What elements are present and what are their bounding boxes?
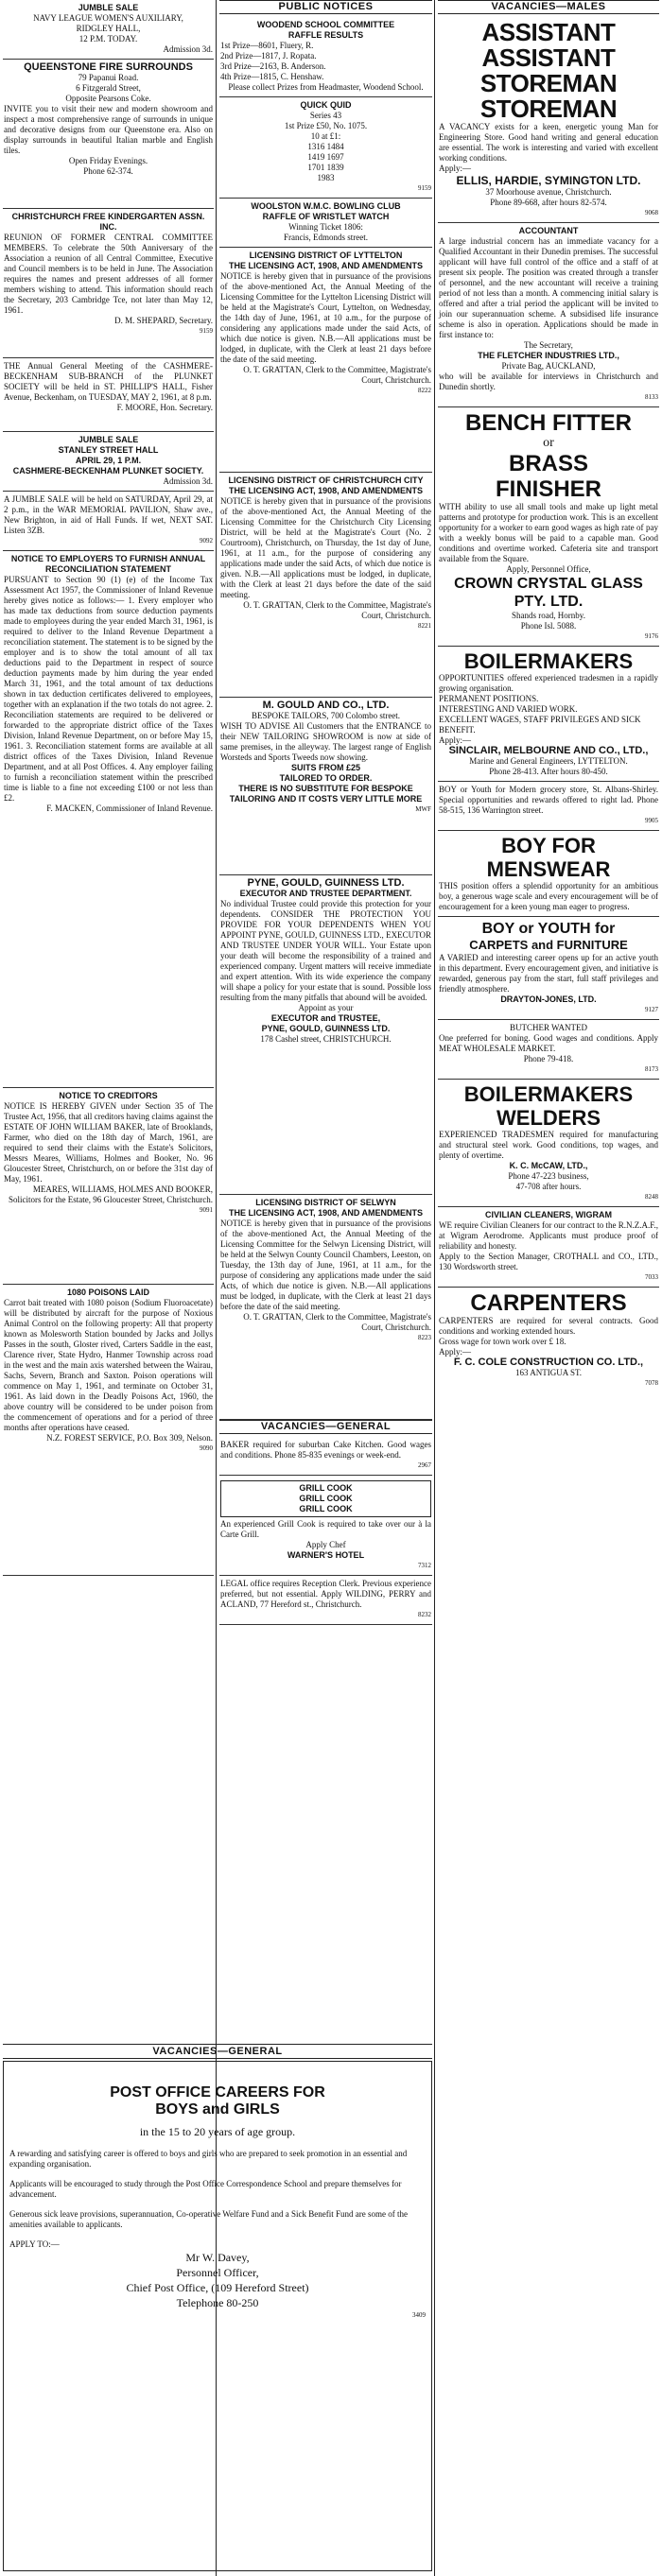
ad-body: NOTICE is hereby given that in pursuance of the provisions of the above-mentioned Act, the Annual Meeting of the Licensing Committee for the Christchurch City Licensing District, will be held at the Magistrate's Court (No. 2 Courtroom), Christchurch, on Thursday, the 1st day of June, 1961, at 11 a.m., for the purpose of considering any applications made under the said Acts, of which due notice is given. N.B.—All applications must be lodged, in duplicate, with the Clerk at least 21 days before the date of the said meeting. xyxy=(220,496,431,599)
boy-menswear-ad xyxy=(438,831,659,917)
post-title-line1: POST OFFICE CAREERS FOR xyxy=(110,2084,325,2101)
ad-subtitle: THE LICENSING ACT, 1908, AND AMENDMENTS xyxy=(228,486,424,495)
poisons-notice-ad xyxy=(3,1285,214,1576)
legal-office-ad xyxy=(219,1576,432,1625)
ad-line: TAILORED TO ORDER. xyxy=(279,773,373,783)
ad-body: INVITE you to visit their new and modern showroom and inspect a most comprehensive range of surrounds in unique and decorative designs from our Queenstone era. Also on display surrounds in beautiful Italian marble and English tiles. xyxy=(4,104,213,155)
ad-signature: DRAYTON-JONES, LTD. xyxy=(500,994,597,1004)
selwyn-licensing-ad xyxy=(219,1195,432,1420)
ad-line: 10 at £1: xyxy=(310,131,341,141)
ad-signature: O. T. GRATTAN, Clerk to the Committee, Magistrate's Court, Christchurch. xyxy=(243,600,431,620)
ad-title: LICENSING DISTRICT OF SELWYN xyxy=(255,1198,396,1207)
ad-line: GRILL COOK xyxy=(299,1483,353,1493)
queenstone-ad xyxy=(3,60,214,209)
ad-subtitle: BESPOKE TAILORS, 700 Colombo street. xyxy=(251,711,401,720)
ad-number: 9905 xyxy=(645,817,658,824)
ad-line: Phone Isl. 5088. xyxy=(520,621,577,631)
jumble-sale-navy-ad xyxy=(3,0,214,60)
boilermakers-welders-ad xyxy=(438,1080,659,1207)
ad-body: A VARIED and interesting career opens up for an active youth in this department. Every encouragement given, and initiative is rewarded, generous pay from the start, full staff privileges and friendly atmosphere. xyxy=(439,953,658,994)
quick-quid-ad xyxy=(219,97,432,199)
ad-body: A JUMBLE SALE will be held on SATURDAY, April 29, at 2 p.m., in the WAR MEMORIAL PAVILION, Shaw ave., New Brighton, in aid of Hall Funds. If wet, NEXT SAT. Listen 3ZB. xyxy=(4,494,213,535)
ad-signature: MEARES, WILLIAMS, HOLMES AND BOOKER, Solicitors for the Estate, 96 Gloucester Street, Christchurch. xyxy=(9,1184,213,1204)
ad-heading: WELDERS xyxy=(496,1106,601,1130)
ad-number: 9091 xyxy=(200,1206,213,1214)
post-contact-phone: Telephone 80-250 xyxy=(176,2296,259,2309)
ad-line: THERE IS NO SUBSTITUTE FOR BESPOKE TAILORING AND IT COSTS VERY LITTLE MORE xyxy=(229,784,423,804)
ad-title: M. GOULD AND CO., LTD. xyxy=(262,700,390,711)
ad-line: CASHMERE-BECKENHAM PLUNKET SOCIETY. xyxy=(12,466,204,475)
ad-number: 8232 xyxy=(418,1611,431,1618)
ad-title: WOOLSTON W.M.C. BOWLING CLUB xyxy=(251,201,401,211)
ad-heading: BOILERMAKERS xyxy=(463,1082,634,1106)
grocery-boy-ad xyxy=(438,782,659,831)
ad-body: REUNION OF FORMER CENTRAL COMMITTEE MEMBERS. To celebrate the 50th Anniversary of the Association a reunion of all Central Committee, Executive and Council members is to be held in June. The Association requires the names and present addresses of all former members wishing to attend. This information should reach the Secretary, 203 Cambridge Tce, not later than May 12, 1961. xyxy=(4,233,213,315)
ad-line: PERMANENT POSITIONS. xyxy=(439,694,539,703)
ad-line: GRILL COOK xyxy=(299,1494,353,1503)
ad-signature: D. M. SHEPARD, Secretary. xyxy=(114,316,213,325)
ad-line: 1st Prize—8601, Fluery, R. xyxy=(220,41,314,50)
ad-number: 7312 xyxy=(418,1562,431,1569)
ad-line: 1983 xyxy=(317,173,335,182)
ad-line: 163 ANTIGUA ST. xyxy=(514,1368,583,1377)
ad-number: 8133 xyxy=(645,393,658,401)
ad-body: THIS position offers a splendid opportunity for an ambitious boy, a generous wage scale and every encouragement will be of encouragement for a keen young man eager to progress. xyxy=(439,881,658,911)
ad-body: BAKER required for suburban Cake Kitchen. Good wages and conditions. Phone 85-835 evenings or week-end. xyxy=(220,1440,431,1460)
ad-number: 8248 xyxy=(645,1193,658,1201)
ad-body: LEGAL office requires Reception Clerk. Previous experience preferred, but not essential. Apply WILDING, PERRY and ACLAND, 77 Hereford st., Christchurch. xyxy=(220,1579,431,1609)
grill-cook-ad xyxy=(219,1476,432,1576)
ad-heading: ASSISTANT xyxy=(481,18,616,46)
ad-heading: BRASS xyxy=(508,451,588,476)
baker-ad xyxy=(219,1437,432,1476)
vacancies-general-header: VACANCIES—GENERAL xyxy=(3,2044,432,2059)
post-contact-address: Chief Post Office, (109 Hereford Street) xyxy=(126,2281,309,2294)
ad-signature: O. T. GRATTAN, Clerk to the Committee, Magistrate's Court, Christchurch. xyxy=(243,365,431,385)
ad-line: 1st Prize £50, No. 1075. xyxy=(284,121,368,130)
ad-number: 9092 xyxy=(200,537,213,545)
ad-heading: FINISHER xyxy=(495,476,601,502)
post-office-careers-ad xyxy=(3,2061,432,2571)
ad-number: 9127 xyxy=(645,1006,658,1013)
ad-line: 2nd Prize—1817, J. Ropata. xyxy=(220,51,317,61)
ad-heading: STOREMAN xyxy=(479,69,618,97)
accountant-ad xyxy=(438,223,659,407)
vacancies-males-header: VACANCIES—MALES xyxy=(438,0,659,14)
assistant-storeman-ad xyxy=(438,17,659,223)
ad-line: 4th Prize—1815, C. Henshaw. xyxy=(220,72,324,81)
ad-line: 1419 1697 xyxy=(307,152,344,162)
column-3 xyxy=(438,0,659,1392)
kindergarten-ad xyxy=(3,209,214,358)
ad-signature: F. C. COLE CONSTRUCTION CO. LTD., xyxy=(453,1357,644,1368)
ad-number: 7078 xyxy=(645,1379,658,1387)
ad-footer: Apply, Personnel Office, xyxy=(506,564,591,574)
ad-title: QUICK QUID xyxy=(300,100,352,110)
ad-signature: WARNER'S HOTEL xyxy=(287,1550,365,1560)
ad-signature: O. T. GRATTAN, Clerk to the Committee, Magistrate's Court, Christchurch. xyxy=(243,1312,431,1332)
ad-heading: BENCH FITTER xyxy=(465,410,632,436)
ad-body: PURSUANT to Section 90 (1) (e) of the Income Tax Assessment Act 1957, the Commissioner of Inland Revenue hereby gives notice as follows:— 1. Every employer who has made tax deductions from source deduction payments made to employees during the year ended March 31, 1961, is required to deliver to the Inland Revenue Department a reconciliation statement. The statement is to be signed by the employer and is to show the total amount of all tax deductions paid to the Department in respect of source deduction payments made by him during the year ended March 31, 1961, and the total amount of tax deductions shown in tax deduction certificates delivered to employees, together with an explanation if the two totals do not agree. 2. Reconciliation statements are required to be delivered or forwarded to the appropriate district office of the Taxes Division, Inland Revenue Department, on or before May 15, 1961. 3. Reconciliation statement forms are available at all district offices of the Taxes Division, Inland Revenue Department, and at all Post Offices. 4. Any employer failing to furnish a reconciliation statement within the prescribed time is liable to a fine not exceeding £100 or not less than £2. xyxy=(4,575,213,803)
column-2 xyxy=(219,0,432,1625)
ad-body: Carrot bait treated with 1080 poison (Sodium Fluoroacetate) will be distributed by aircraft for the purpose of Noxious Animal Control on the following property: All that property known as Molesworth Station bounded by Jacks and Jollys Passes in the south, Gloster rived, Carters Saddle in the east, Clarence river, State Hydro, Hanmer Township across road in the west and the main axis watershed between the Wairau, Sachs, Severn, Branch and Saxton. Poison operations will commence on May 1, 1961, and terminate on October 31, 1961. As laid down in the Deadly Poisons Act, 1960, the above country will be considered to be under poison from the commencement of operations and for a period of three months after operations have ceased. xyxy=(4,1298,213,1432)
ad-line: STANLEY STREET HALL xyxy=(58,445,159,455)
ad-line: NAVY LEAGUE WOMEN'S AUXILIARY, xyxy=(33,13,183,23)
post-contact-role: Personnel Officer, xyxy=(176,2266,259,2279)
ad-title: QUEENSTONE FIRE SURROUNDS xyxy=(24,61,193,73)
ad-signature: K. C. McCAW, LTD., xyxy=(509,1161,588,1170)
ad-body: A VACANCY exists for a keen, energetic young Man for Engineering Store. Good hand writing and general education are essential. The work is interesting and varied with excellent working conditions. xyxy=(439,122,658,163)
ad-line: 178 Cashel street, CHRISTCHURCH. xyxy=(260,1034,392,1044)
ad-line: INTERESTING AND VARIED WORK. xyxy=(439,704,578,714)
ad-title: JUMBLE SALE xyxy=(78,435,139,444)
ad-line: The Secretary, xyxy=(524,340,573,350)
ad-number: 8222 xyxy=(418,387,431,394)
ad-line: Shands road, Hornby. xyxy=(512,611,585,620)
bench-fitter-ad xyxy=(438,407,659,647)
carpenters-ad xyxy=(438,1288,659,1392)
ad-body: WE require Civilian Cleaners for our contract to the R.N.Z.A.F., at Wigram Aerodrome. Applicants must produce proof of reliability and honesty. xyxy=(439,1220,658,1251)
ad-body: No individual Trustee could provide this protection for your dependents. CONSIDER THE PROTECTION YOU PROVIDE FOR YOUR DEPENDENTS WHEN YOU APPOINT PYNE, GOULD, GUINNESS LTD., EXECUTOR AND TRUSTEE UNDER YOUR WILL. Your Estate upon your death will become the responsibility of a trained and experienced company. Urgent matters will receive immediate and expert attention. With its wide experience the company will shape a policy for your estate that is sound. Possible loss resulting from the many pitfalls that abound will be avoided. xyxy=(220,899,431,1002)
ad-number: 9159 xyxy=(200,327,213,335)
ad-line: APRIL 29, 1 P.M. xyxy=(75,456,142,465)
ad-number: 8223 xyxy=(418,1334,431,1341)
lyttelton-licensing-ad xyxy=(219,248,432,473)
ad-signature: F. MOORE, Hon. Secretary. xyxy=(116,403,213,412)
ad-title: 1080 POISONS LAID xyxy=(66,1288,150,1297)
ad-heading: BOY or YOUTH for xyxy=(481,921,616,937)
ad-number: 2967 xyxy=(418,1461,431,1469)
ad-line: THE FLETCHER INDUSTRIES LTD., xyxy=(478,351,619,360)
ad-body: CARPENTERS are required for several contracts. Good conditions and working extended hours. xyxy=(439,1316,658,1336)
ad-phone: Phone 79-418. xyxy=(523,1054,574,1063)
ad-title: NOTICE TO CREDITORS xyxy=(59,1091,158,1100)
boilermakers-ad xyxy=(438,647,659,782)
ad-line: Opposite Pearsons Coke. xyxy=(65,94,151,103)
ad-phone: Phone 28-413. After hours 80-450. xyxy=(489,767,608,776)
ad-heading: CARPETS and FURNITURE xyxy=(469,938,628,952)
ad-number: 9068 xyxy=(645,209,658,216)
ad-subtitle: EXECUTOR AND TRUSTEE DEPARTMENT. xyxy=(239,889,412,898)
creditors-notice-ad xyxy=(3,1088,214,1285)
ad-body: NOTICE IS HEREBY GIVEN under Section 35 of The Trustee Act, 1956, that all creditors having claims against the ESTATE OF JOHN WILLIAM BAKER, late of Brooklands, Farmer, who died on the 18th day of March, 1961, are required to send their claims with the Estate's Solicitors, Messrs Meares, Williams, Holmes and Booker, No. 96 Gloucester Street, Christchurch, on or before the 31st day of May, 1961. xyxy=(4,1101,213,1184)
ad-heading: MENSWEAR xyxy=(486,857,611,881)
ad-signature: SINCLAIR, MELBOURNE AND CO., LTD., xyxy=(448,745,649,756)
post-paragraph: A rewarding and satisfying career is offered to boys and girls who are prepared to seek promotion in an essential and expanding organisation. xyxy=(9,2149,408,2169)
ad-heading: ASSISTANT xyxy=(481,43,616,72)
ad-line: PYNE, GOULD, GUINNESS LTD. xyxy=(261,1024,391,1033)
ad-number: 9176 xyxy=(645,632,658,640)
ad-line: Private Bag, AUCKLAND, xyxy=(501,361,596,371)
ad-line: Winning Ticket 1806: xyxy=(288,222,363,232)
column-1 xyxy=(3,0,214,1576)
ad-line: 37 Moorhouse avenue, Christchurch. xyxy=(485,187,612,197)
pyne-gould-ad xyxy=(219,875,432,1195)
ad-footer: Apply Chef xyxy=(305,1540,346,1549)
ad-title: BUTCHER WANTED xyxy=(509,1023,588,1032)
ad-phone: Phone 62-374. xyxy=(83,166,133,176)
ad-line: SUITS FROM £25 xyxy=(290,763,360,772)
ad-number: 8173 xyxy=(645,1065,658,1073)
ad-line: 1701 1839 xyxy=(307,163,344,172)
ad-title: LICENSING DISTRICT OF LYTTELTON xyxy=(249,251,403,260)
ad-body: An experienced Grill Cook is required to take over our à la Carte Grill. xyxy=(220,1519,431,1539)
ad-line: Gross wage for town work over £ 18. xyxy=(439,1337,566,1346)
butcher-ad xyxy=(438,1020,659,1080)
ad-signature: N.Z. FOREST SERVICE, P.O. Box 309, Nelson. xyxy=(46,1433,213,1443)
ad-line: 3rd Prize—2163, B. Anderson. xyxy=(220,61,326,71)
ad-title: PYNE, GOULD, GUINNESS LTD. xyxy=(247,877,405,889)
ad-footer: Apply:— xyxy=(439,735,472,745)
jumble-sale-pavilion-ad xyxy=(3,492,214,551)
vacancies-general-header-col2: VACANCIES—GENERAL xyxy=(219,1420,432,1434)
ad-line: Admission 3d. xyxy=(163,476,213,486)
woolston-raffle-ad xyxy=(219,199,432,248)
ad-title: NOTICE TO EMPLOYERS TO FURNISH ANNUAL RECONCILIATION STATEMENT xyxy=(10,554,206,574)
post-paragraph: Generous sick leave provisions, superannuation, Co-operative Welfare Fund and a Sick Benefit Fund are some of the amenities available to applicants. xyxy=(9,2209,408,2229)
ad-line: Series 43 xyxy=(309,111,342,120)
ad-line: Admission 3d. xyxy=(163,44,213,54)
ad-body: A large industrial concern has an immediate vacancy for a Qualified Accountant in their Dunedin premises. The successful applicant will have full control of the office and a staff of at present six people. The position was created through a transfer of personnel, and the new accountant will receive a training period of not less than a month. A commencing initial salary is offered and after a trial period the applicant will be invited to join our superannuation scheme. A subsidised life insurance scheme is also in operation. Applications should be made in first instance to: xyxy=(439,236,658,339)
ad-line: EXECUTOR and TRUSTEE, xyxy=(270,1013,381,1023)
jumble-sale-stanley-ad xyxy=(3,432,214,492)
ad-line: 6 Fitzgerald Street, xyxy=(76,83,141,93)
post-apply-label: APPLY TO:— xyxy=(9,2239,60,2249)
ad-line: Marine and General Engineers, LYTTELTON. xyxy=(469,756,628,766)
ad-line: Appoint as your xyxy=(298,1003,354,1012)
ad-footer: Apply to the Section Manager, CROTHALL and CO., LTD., 130 Wordsworth street. xyxy=(439,1252,658,1271)
ad-footer: Open Friday Evenings. xyxy=(68,156,148,165)
ad-footer: Apply:— xyxy=(439,1347,472,1357)
ad-title: CHRISTCHURCH FREE KINDERGARTEN ASSN. INC. xyxy=(11,212,205,232)
ad-line: EXCELLENT WAGES, STAFF PRIVILEGES AND SICK BENEFIT. xyxy=(439,715,641,735)
post-paragraph: Applicants will be encouraged to study through the Post Office Correspondence School and prepare themselves for advancement. xyxy=(9,2179,402,2199)
ad-line: 79 Papanui Road. xyxy=(78,73,139,82)
ad-number: 3409 xyxy=(412,2311,426,2319)
ad-heading: BOILERMAKERS xyxy=(463,649,634,673)
ad-signature: CROWN CRYSTAL GLASS PTY. LTD. xyxy=(454,576,643,610)
employers-notice-ad xyxy=(3,551,214,1088)
ad-body: One preferred for boning. Good wages and conditions. Apply MEAT WHOLESALE MARKET. xyxy=(439,1033,658,1053)
ad-heading: CARPENTERS xyxy=(470,1290,627,1316)
ad-title: WOODEND SCHOOL COMMITTEE xyxy=(256,20,395,29)
city-licensing-ad xyxy=(219,473,432,698)
post-subtitle: in the 15 to 20 years of age group. xyxy=(139,2125,296,2138)
ad-footer: Apply:— xyxy=(439,164,472,173)
post-title-line2: BOYS and GIRLS xyxy=(155,2101,280,2118)
boy-carpets-ad xyxy=(438,917,659,1020)
plunket-meeting-ad xyxy=(3,358,214,432)
ad-footer: who will be available for interviews in Christchurch and Dunedin shortly. xyxy=(439,372,658,391)
ad-number: 9090 xyxy=(200,1444,213,1452)
ad-body: THE Annual General Meeting of the CASHMERE-BECKENHAM SUB-BRANCH of the PLUNKET SOCIETY will be held in ST. PHILLIP'S HALL, Fisher Avenue, Beckenham, on TUESDAY, MAY 2, 1961, at 8 p.m. xyxy=(4,361,213,402)
ad-footer: Please collect Prizes from Headmaster, Woodend School. xyxy=(228,82,424,92)
ad-heading: BOY FOR xyxy=(501,834,596,857)
column-divider-2 xyxy=(434,0,435,2576)
ad-body: WISH TO ADVISE All Customers that the ENTRANCE to their NEW TAILORING SHOWROOM is now at side of same premises, in the alleyway. The largest range of English Worsteds and Sports Tweeds now showing. xyxy=(220,721,431,762)
ad-number: 9159 xyxy=(418,184,431,192)
ad-number: 8221 xyxy=(418,622,431,630)
ad-line: Phone 89-668, after hours 82-574. xyxy=(490,198,607,207)
ad-number: 7033 xyxy=(645,1273,658,1281)
ad-line: RAFFLE OF WRISTLET WATCH xyxy=(262,212,390,221)
ad-title: LICENSING DISTRICT OF CHRISTCHURCH CITY xyxy=(228,475,424,485)
ad-title: JUMBLE SALE xyxy=(78,3,139,12)
ad-body: EXPERIENCED TRADESMEN required for manufacturing and structural steel work. Good conditions, top wages, and plenty of overtime. xyxy=(439,1130,658,1160)
ad-line: Francis, Edmonds street. xyxy=(284,233,368,242)
ad-title: ACCOUNTANT xyxy=(518,226,579,235)
ad-heading: or xyxy=(543,436,554,450)
ad-subtitle: THE LICENSING ACT, 1908, AND AMENDMENTS xyxy=(228,261,424,270)
ad-signature: F. MACKEN, Commissioner of Inland Revenue. xyxy=(46,804,213,813)
ad-line: 1316 1484 xyxy=(307,142,344,151)
public-notices-header: PUBLIC NOTICES xyxy=(219,0,432,14)
ad-line: 47-708 after hours. xyxy=(515,1182,582,1191)
ad-title: CIVILIAN CLEANERS, WIGRAM xyxy=(485,1210,612,1219)
ad-line: GRILL COOK xyxy=(299,1504,353,1513)
ad-body: WITH ability to use all small tools and make up light metal patterns and prototype for production work. This is an excellent opportunity for a worker to earn good wages as high rate of pay with a weekly bonus will be paid to a capable man. Good conditions and overtime worked. Cafeteria site and transport available from the Square. xyxy=(439,502,658,563)
woodend-raffle-ad xyxy=(219,17,432,97)
ad-line: RIDGLEY HALL, xyxy=(76,24,141,33)
ad-body: BOY or Youth for Modern grocery store, St. Albans-Shirley. Special opportunities and rewards offered to right lad. Phone 58-515, 136 Warrington street. xyxy=(439,785,658,815)
post-contact-name: Mr W. Davey, xyxy=(185,2251,250,2264)
ad-subtitle: THE LICENSING ACT, 1908, AND AMENDMENTS xyxy=(228,1208,424,1218)
ad-body: NOTICE is hereby given that in pursuance of the provisions of the above-mentioned Act, the Annual Meeting of the Licensing Committee for the Selwyn Licensing District, will be held at the Selwyn County Council Chambers, Leeston, on Tuesday, the 13th day of June, 1961, at 11 a.m., for the purpose of considering any applications made under the said Acts, of which due notice is given. N.B.—All applications must be lodged, in duplicate, with the Clerk at least 21 days before the date of the said meeting. xyxy=(220,1219,431,1311)
ad-line: 12 P.M. TODAY. xyxy=(78,34,138,43)
ad-body: OPPORTUNITIES offered experienced tradesmen in a rapidly growing organisation. xyxy=(439,673,658,693)
ad-number: MWF xyxy=(415,805,431,813)
ad-line: RAFFLE RESULTS xyxy=(287,30,364,40)
gould-tailors-ad xyxy=(219,698,432,875)
ad-signature: ELLIS, HARDIE, SYMINGTON LTD. xyxy=(456,174,641,187)
ad-line: Phone 47-223 business, xyxy=(508,1171,589,1181)
ad-body: NOTICE is hereby given that in pursuance of the provisions of the above-mentioned Act, the Annual Meeting of the Licensing Committee for the Lyttelton Licensing District will be held at the Magistrate's Court, Lyttelton, on Wednesday, the 14th day of June, 1961, at 10 a.m., for the purpose of considering any applications made under the said Acts, of which due notice is given. N.B.—All applications must be lodged, in duplicate, with the Clerk at least 21 days before the date of the said meeting. xyxy=(220,271,431,364)
civilian-cleaners-ad xyxy=(438,1207,659,1288)
ad-heading: STOREMAN xyxy=(479,95,618,123)
